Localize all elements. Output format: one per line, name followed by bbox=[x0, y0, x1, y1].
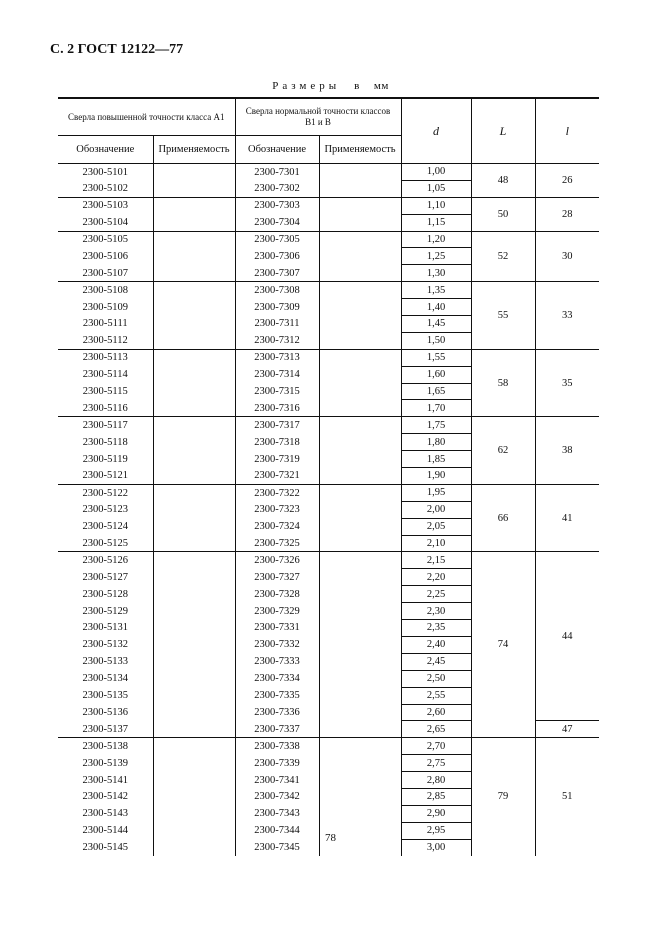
page-header: С. 2 ГОСТ 12122—77 bbox=[50, 42, 184, 57]
a1-use-cell bbox=[153, 721, 235, 738]
a1-use-cell bbox=[153, 687, 235, 704]
a1-designation-cell: 2300-5142 bbox=[58, 788, 153, 805]
a1-designation-cell: 2300-5104 bbox=[58, 214, 153, 231]
length-L-cell: 50 bbox=[471, 197, 535, 231]
a1-designation-cell: 2300-5123 bbox=[58, 501, 153, 518]
length-l-cell: 33 bbox=[535, 282, 599, 350]
normal-use-cell bbox=[319, 197, 401, 214]
length-L-cell: 62 bbox=[471, 417, 535, 485]
a1-designation-cell: 2300-5119 bbox=[58, 451, 153, 468]
a1-use-cell bbox=[153, 197, 235, 214]
a1-designation-cell: 2300-5144 bbox=[58, 822, 153, 839]
normal-designation-cell: 2300-7345 bbox=[235, 839, 319, 855]
a1-designation-cell: 2300-5111 bbox=[58, 316, 153, 333]
normal-designation-cell: 2300-7322 bbox=[235, 484, 319, 501]
a1-designation-cell: 2300-5135 bbox=[58, 687, 153, 704]
a1-use-cell bbox=[153, 586, 235, 603]
normal-designation-cell: 2300-7316 bbox=[235, 400, 319, 417]
normal-use-cell bbox=[319, 552, 401, 569]
normal-designation-cell: 2300-7319 bbox=[235, 451, 319, 468]
normal-use-cell bbox=[319, 636, 401, 653]
diameter-cell: 1,85 bbox=[401, 451, 471, 468]
normal-use-cell bbox=[319, 805, 401, 822]
normal-designation-cell: 2300-7318 bbox=[235, 434, 319, 451]
length-l-cell: 38 bbox=[535, 417, 599, 485]
normal-designation-cell: 2300-7335 bbox=[235, 687, 319, 704]
a1-designation-cell: 2300-5131 bbox=[58, 620, 153, 637]
normal-designation-cell: 2300-7342 bbox=[235, 788, 319, 805]
table-body bbox=[58, 164, 599, 856]
normal-use-cell bbox=[319, 670, 401, 687]
diameter-cell: 1,50 bbox=[401, 332, 471, 349]
a1-designation-cell: 2300-5124 bbox=[58, 518, 153, 535]
diameter-cell: 2,45 bbox=[401, 653, 471, 670]
length-L-cell: 52 bbox=[471, 231, 535, 282]
a1-use-cell bbox=[153, 400, 235, 417]
length-L-cell: 58 bbox=[471, 349, 535, 417]
table-row bbox=[58, 164, 599, 181]
normal-use-cell bbox=[319, 653, 401, 670]
normal-designation-cell: 2300-7304 bbox=[235, 214, 319, 231]
diameter-cell: 1,80 bbox=[401, 434, 471, 451]
a1-designation-cell: 2300-5108 bbox=[58, 282, 153, 299]
a1-designation-cell: 2300-5132 bbox=[58, 636, 153, 653]
a1-use-cell bbox=[153, 214, 235, 231]
a1-designation-cell: 2300-5103 bbox=[58, 197, 153, 214]
a1-use-cell bbox=[153, 417, 235, 434]
normal-use-cell bbox=[319, 248, 401, 265]
normal-designation-cell: 2300-7338 bbox=[235, 738, 319, 755]
a1-designation-cell: 2300-5113 bbox=[58, 349, 153, 366]
normal-designation-cell: 2300-7334 bbox=[235, 670, 319, 687]
length-l-cell: 41 bbox=[535, 484, 599, 552]
diameter-cell: 1,90 bbox=[401, 468, 471, 485]
diameter-cell: 2,30 bbox=[401, 603, 471, 620]
a1-use-cell bbox=[153, 772, 235, 789]
normal-designation-cell: 2300-7311 bbox=[235, 316, 319, 333]
a1-use-cell bbox=[153, 788, 235, 805]
normal-use-cell bbox=[319, 214, 401, 231]
table-row bbox=[58, 349, 599, 366]
normal-designation-cell: 2300-7325 bbox=[235, 535, 319, 552]
normal-designation-cell: 2300-7321 bbox=[235, 468, 319, 485]
diameter-cell: 2,50 bbox=[401, 670, 471, 687]
normal-designation-cell: 2300-7314 bbox=[235, 366, 319, 383]
normal-designation-cell: 2300-7332 bbox=[235, 636, 319, 653]
normal-use-cell bbox=[319, 501, 401, 518]
a1-designation-cell: 2300-5129 bbox=[58, 603, 153, 620]
a1-use-cell bbox=[153, 620, 235, 637]
header-L: L bbox=[471, 98, 535, 164]
normal-use-cell bbox=[319, 265, 401, 282]
a1-designation-cell: 2300-5112 bbox=[58, 332, 153, 349]
normal-use-cell bbox=[319, 366, 401, 383]
diameter-cell: 2,60 bbox=[401, 704, 471, 721]
page-number: 78 bbox=[325, 832, 336, 844]
normal-designation-cell: 2300-7339 bbox=[235, 755, 319, 772]
length-L-cell: 74 bbox=[471, 552, 535, 738]
length-l-cell: 44 bbox=[535, 552, 599, 721]
diameter-cell: 1,30 bbox=[401, 265, 471, 282]
a1-use-cell bbox=[153, 282, 235, 299]
normal-use-cell bbox=[319, 282, 401, 299]
a1-use-cell bbox=[153, 653, 235, 670]
length-L-cell: 79 bbox=[471, 738, 535, 856]
normal-designation-cell: 2300-7309 bbox=[235, 299, 319, 316]
dimensions-caption bbox=[0, 80, 661, 92]
diameter-cell: 1,10 bbox=[401, 197, 471, 214]
a1-designation-cell: 2300-5115 bbox=[58, 383, 153, 400]
normal-use-cell bbox=[319, 603, 401, 620]
a1-use-cell bbox=[153, 180, 235, 197]
a1-use-cell bbox=[153, 299, 235, 316]
normal-designation-cell: 2300-7307 bbox=[235, 265, 319, 282]
normal-designation-cell: 2300-7306 bbox=[235, 248, 319, 265]
caption-unit: мм bbox=[373, 80, 389, 92]
normal-designation-cell: 2300-7327 bbox=[235, 569, 319, 586]
table-row bbox=[58, 738, 599, 755]
a1-designation-cell: 2300-5137 bbox=[58, 721, 153, 738]
header-group-a1: Сверла повышенной точности класса A1 bbox=[58, 98, 235, 136]
normal-designation-cell: 2300-7303 bbox=[235, 197, 319, 214]
normal-designation-cell: 2300-7315 bbox=[235, 383, 319, 400]
table-row bbox=[58, 282, 599, 299]
normal-use-cell bbox=[319, 755, 401, 772]
diameter-cell: 2,10 bbox=[401, 535, 471, 552]
normal-designation-cell: 2300-7326 bbox=[235, 552, 319, 569]
a1-designation-cell: 2300-5125 bbox=[58, 535, 153, 552]
diameter-cell: 1,15 bbox=[401, 214, 471, 231]
a1-use-cell bbox=[153, 468, 235, 485]
table-row bbox=[58, 197, 599, 214]
a1-use-cell bbox=[153, 670, 235, 687]
diameter-cell: 1,40 bbox=[401, 299, 471, 316]
diameter-cell: 2,05 bbox=[401, 518, 471, 535]
a1-designation-cell: 2300-5118 bbox=[58, 434, 153, 451]
normal-designation-cell: 2300-7329 bbox=[235, 603, 319, 620]
table-row bbox=[58, 231, 599, 248]
normal-use-cell bbox=[319, 164, 401, 181]
a1-designation-cell: 2300-5106 bbox=[58, 248, 153, 265]
normal-use-cell bbox=[319, 434, 401, 451]
a1-use-cell bbox=[153, 484, 235, 501]
normal-use-cell bbox=[319, 349, 401, 366]
normal-designation-cell: 2300-7328 bbox=[235, 586, 319, 603]
normal-designation-cell: 2300-7333 bbox=[235, 653, 319, 670]
a1-use-cell bbox=[153, 704, 235, 721]
diameter-cell: 2,55 bbox=[401, 687, 471, 704]
a1-use-cell bbox=[153, 738, 235, 755]
length-l-cell: 28 bbox=[535, 197, 599, 231]
a1-use-cell bbox=[153, 603, 235, 620]
normal-use-cell bbox=[319, 451, 401, 468]
a1-use-cell bbox=[153, 552, 235, 569]
normal-use-cell bbox=[319, 788, 401, 805]
a1-designation-cell: 2300-5121 bbox=[58, 468, 153, 485]
diameter-cell: 2,85 bbox=[401, 788, 471, 805]
diameter-cell: 1,45 bbox=[401, 316, 471, 333]
normal-designation-cell: 2300-7344 bbox=[235, 822, 319, 839]
diameter-cell: 1,55 bbox=[401, 349, 471, 366]
a1-designation-cell: 2300-5141 bbox=[58, 772, 153, 789]
normal-designation-cell: 2300-7343 bbox=[235, 805, 319, 822]
a1-use-cell bbox=[153, 366, 235, 383]
diameter-cell: 1,65 bbox=[401, 383, 471, 400]
a1-use-cell bbox=[153, 248, 235, 265]
a1-use-cell bbox=[153, 755, 235, 772]
length-l-cell: 30 bbox=[535, 231, 599, 282]
normal-designation-cell: 2300-7341 bbox=[235, 772, 319, 789]
diameter-cell: 2,90 bbox=[401, 805, 471, 822]
a1-use-cell bbox=[153, 569, 235, 586]
caption-word-sizes: Размеры bbox=[272, 80, 341, 92]
a1-use-cell bbox=[153, 332, 235, 349]
length-l-cell: 35 bbox=[535, 349, 599, 417]
table-row bbox=[58, 417, 599, 434]
a1-designation-cell: 2300-5101 bbox=[58, 164, 153, 181]
diameter-cell: 2,25 bbox=[401, 586, 471, 603]
normal-designation-cell: 2300-7337 bbox=[235, 721, 319, 738]
diameter-cell: 1,20 bbox=[401, 231, 471, 248]
a1-use-cell bbox=[153, 349, 235, 366]
header-a1-designation: Обозначение bbox=[58, 136, 153, 164]
normal-use-cell bbox=[319, 704, 401, 721]
a1-designation-cell: 2300-5102 bbox=[58, 180, 153, 197]
normal-designation-cell: 2300-7305 bbox=[235, 231, 319, 248]
normal-designation-cell: 2300-7336 bbox=[235, 704, 319, 721]
normal-use-cell bbox=[319, 586, 401, 603]
length-l-cell: 26 bbox=[535, 164, 599, 198]
diameter-cell: 1,60 bbox=[401, 366, 471, 383]
a1-designation-cell: 2300-5109 bbox=[58, 299, 153, 316]
normal-use-cell bbox=[319, 400, 401, 417]
length-l-cell: 47 bbox=[535, 721, 599, 738]
a1-designation-cell: 2300-5117 bbox=[58, 417, 153, 434]
header-a1-use: Применяемость bbox=[153, 136, 235, 164]
length-L-cell: 48 bbox=[471, 164, 535, 198]
normal-use-cell bbox=[319, 332, 401, 349]
a1-use-cell bbox=[153, 434, 235, 451]
a1-designation-cell: 2300-5126 bbox=[58, 552, 153, 569]
normal-use-cell bbox=[319, 569, 401, 586]
a1-designation-cell: 2300-5138 bbox=[58, 738, 153, 755]
a1-designation-cell: 2300-5107 bbox=[58, 265, 153, 282]
a1-designation-cell: 2300-5122 bbox=[58, 484, 153, 501]
a1-use-cell bbox=[153, 383, 235, 400]
normal-use-cell bbox=[319, 316, 401, 333]
diameter-cell: 1,25 bbox=[401, 248, 471, 265]
a1-designation-cell: 2300-5134 bbox=[58, 670, 153, 687]
a1-use-cell bbox=[153, 535, 235, 552]
diameter-cell: 2,00 bbox=[401, 501, 471, 518]
caption-word-in: в bbox=[354, 80, 360, 92]
diameter-cell: 2,70 bbox=[401, 738, 471, 755]
header-normal-use: Применяемость bbox=[319, 136, 401, 164]
header-normal-designation: Обозначение bbox=[235, 136, 319, 164]
normal-use-cell bbox=[319, 721, 401, 738]
a1-use-cell bbox=[153, 164, 235, 181]
normal-designation-cell: 2300-7331 bbox=[235, 620, 319, 637]
a1-designation-cell: 2300-5105 bbox=[58, 231, 153, 248]
normal-designation-cell: 2300-7302 bbox=[235, 180, 319, 197]
normal-designation-cell: 2300-7313 bbox=[235, 349, 319, 366]
diameter-cell: 1,95 bbox=[401, 484, 471, 501]
normal-use-cell bbox=[319, 468, 401, 485]
diameter-cell: 2,80 bbox=[401, 772, 471, 789]
normal-use-cell bbox=[319, 299, 401, 316]
header-l: l bbox=[535, 98, 599, 164]
a1-designation-cell: 2300-5133 bbox=[58, 653, 153, 670]
normal-use-cell bbox=[319, 518, 401, 535]
diameter-cell: 2,20 bbox=[401, 569, 471, 586]
a1-designation-cell: 2300-5145 bbox=[58, 839, 153, 855]
diameter-cell: 2,35 bbox=[401, 620, 471, 637]
diameter-cell: 2,95 bbox=[401, 822, 471, 839]
length-L-cell: 55 bbox=[471, 282, 535, 350]
diameter-cell: 2,40 bbox=[401, 636, 471, 653]
a1-designation-cell: 2300-5143 bbox=[58, 805, 153, 822]
header-group-normal: Сверла нормальной точности классов B1 и B bbox=[235, 98, 401, 136]
a1-designation-cell: 2300-5139 bbox=[58, 755, 153, 772]
normal-use-cell bbox=[319, 484, 401, 501]
normal-use-cell bbox=[319, 535, 401, 552]
diameter-cell: 2,65 bbox=[401, 721, 471, 738]
diameter-cell: 1,00 bbox=[401, 164, 471, 181]
table-row bbox=[58, 484, 599, 501]
diameter-cell: 3,00 bbox=[401, 839, 471, 855]
table-row bbox=[58, 552, 599, 569]
normal-use-cell bbox=[319, 687, 401, 704]
a1-use-cell bbox=[153, 805, 235, 822]
normal-use-cell bbox=[319, 383, 401, 400]
a1-use-cell bbox=[153, 316, 235, 333]
normal-designation-cell: 2300-7308 bbox=[235, 282, 319, 299]
diameter-cell: 2,15 bbox=[401, 552, 471, 569]
normal-use-cell bbox=[319, 620, 401, 637]
diameter-cell: 1,75 bbox=[401, 417, 471, 434]
header-d: d bbox=[401, 98, 471, 164]
normal-use-cell bbox=[319, 231, 401, 248]
a1-use-cell bbox=[153, 636, 235, 653]
diameter-cell: 1,35 bbox=[401, 282, 471, 299]
normal-designation-cell: 2300-7323 bbox=[235, 501, 319, 518]
normal-use-cell bbox=[319, 738, 401, 755]
a1-use-cell bbox=[153, 501, 235, 518]
a1-use-cell bbox=[153, 231, 235, 248]
drill-spec-table bbox=[58, 97, 599, 856]
normal-use-cell bbox=[319, 180, 401, 197]
diameter-cell: 1,05 bbox=[401, 180, 471, 197]
diameter-cell: 1,70 bbox=[401, 400, 471, 417]
normal-use-cell bbox=[319, 417, 401, 434]
normal-use-cell bbox=[319, 772, 401, 789]
normal-designation-cell: 2300-7301 bbox=[235, 164, 319, 181]
a1-use-cell bbox=[153, 265, 235, 282]
a1-designation-cell: 2300-5136 bbox=[58, 704, 153, 721]
a1-designation-cell: 2300-5127 bbox=[58, 569, 153, 586]
normal-designation-cell: 2300-7312 bbox=[235, 332, 319, 349]
a1-use-cell bbox=[153, 518, 235, 535]
a1-use-cell bbox=[153, 451, 235, 468]
length-L-cell: 66 bbox=[471, 484, 535, 552]
normal-designation-cell: 2300-7324 bbox=[235, 518, 319, 535]
length-l-cell: 51 bbox=[535, 738, 599, 856]
diameter-cell: 2,75 bbox=[401, 755, 471, 772]
a1-designation-cell: 2300-5128 bbox=[58, 586, 153, 603]
a1-designation-cell: 2300-5116 bbox=[58, 400, 153, 417]
normal-designation-cell: 2300-7317 bbox=[235, 417, 319, 434]
a1-designation-cell: 2300-5114 bbox=[58, 366, 153, 383]
